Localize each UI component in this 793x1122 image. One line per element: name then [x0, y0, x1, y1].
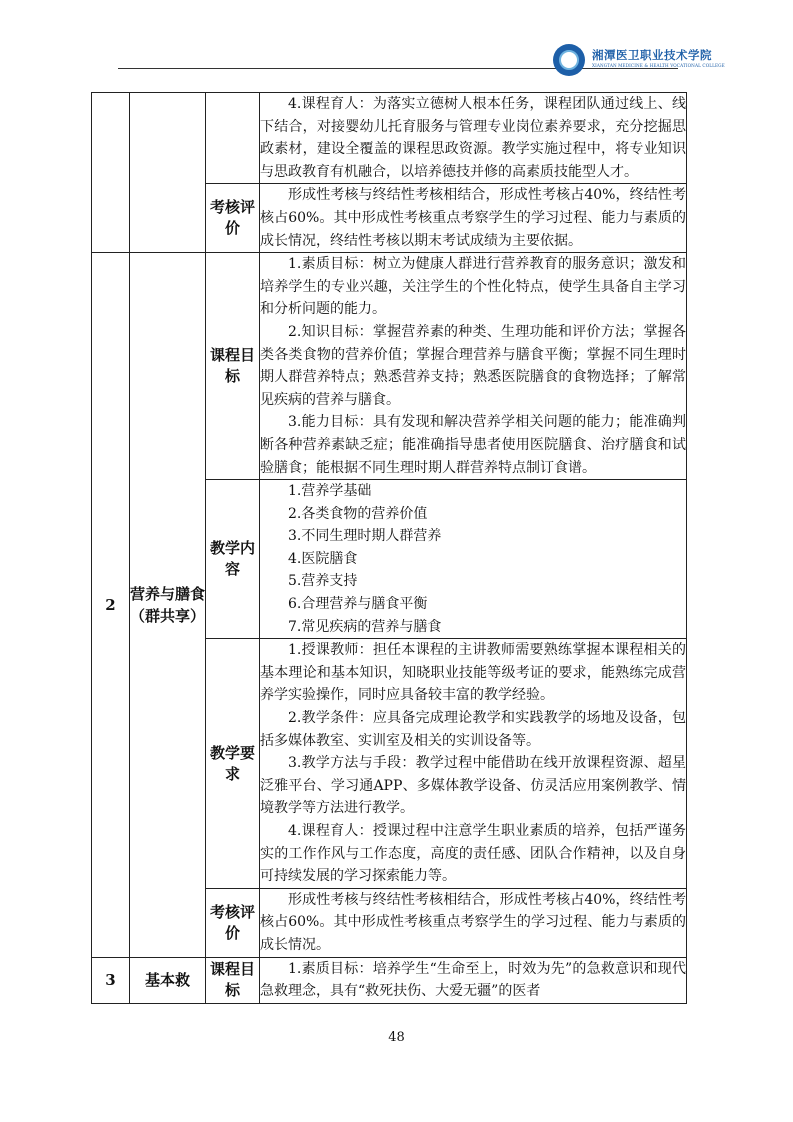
list-item: 7.常见疾病的营养与膳食: [288, 618, 442, 635]
goal-content: [260, 957, 687, 1003]
list-item: 6.合理营养与膳食平衡: [288, 596, 428, 613]
curriculum-table: [91, 92, 687, 1004]
list-item: 1.营养学基础: [288, 483, 372, 500]
paragraph: 1.素质目标：培养学生“生命至上，时效为先”的急救意识和现代急救理念，具有“救死扶伤、大爱无疆”的医者: [260, 960, 686, 1000]
requirement-content: [260, 639, 687, 889]
content-list: [260, 480, 687, 639]
paragraph: 形成性考核与终结性考核相结合，形成性考核占40%，终结性考核占60%。其中形成性考核重点考察学生的学习过程、能力与素质的成长情况。: [260, 891, 686, 953]
list-item: 4.医院膳食: [288, 550, 358, 567]
paragraph: 2.教学条件：应具备完成理论教学和实践教学的场地及设备，包括多媒体教室、实训室及相关的实训设备等。: [260, 710, 686, 749]
requirement-label: 教学要求: [206, 639, 260, 889]
row-number-cell: [92, 93, 130, 253]
page-number: 48: [388, 1030, 405, 1045]
assess-content: [260, 184, 687, 253]
list-item: 5.营养支持: [288, 573, 358, 590]
paragraph: 形成性考核与终结性考核相结合，形成性考核占40%，终结性考核占60%。其中形成性考核重点考察学生的学习过程、能力与素质的成长情况，终结性考核以期末考试成绩为主要依据。: [260, 187, 686, 249]
course-name: 基本救: [130, 957, 206, 1003]
goal-label: 课程目标: [206, 253, 260, 480]
assess-content: [260, 888, 687, 957]
header-rule: [118, 68, 678, 69]
paragraph: 4.课程育人：为落实立德树人根本任务，课程团队通过线上、线下结合，对接婴幼儿托育服务与管理专业岗位素养要求，充分挖掘思政素材，建设全覆盖的课程思政资源。教学实施过程中，将专业知识与思政教育有机融合，以培养德技并修的高素质技能型人才。: [260, 96, 686, 180]
course-name: 营养与膳食（群共享）: [130, 253, 206, 957]
course-name-cell: [130, 93, 206, 253]
table-row: [92, 93, 687, 184]
table-row: [92, 253, 687, 480]
assess-label: 考核评价: [206, 888, 260, 957]
goal-content: [260, 253, 687, 480]
row-number: 3: [92, 957, 130, 1003]
content-label: 教学内容: [206, 480, 260, 639]
paragraph: 1.素质目标：树立为健康人群进行营养教育的服务意识；激发和培养学生的专业兴趣，关注学生的个性化特点，使学生具备自主学习和分析问题的能力。: [260, 256, 686, 318]
paragraph: 2.知识目标：掌握营养素的种类、生理功能和评价方法；掌握各类各类食物的营养价值；掌握合理营养与膳食平衡；掌握不同生理时期人群营养特点；熟悉营养支持；熟悉医院膳食的食物选择；了解常见疾病的营养与膳食。: [260, 323, 686, 408]
list-item: 2.各类食物的营养价值: [288, 505, 428, 522]
list-item: 3.不同生理时期人群营养: [288, 528, 442, 545]
school-name-en: XIANGTAN MEDICINE & HEALTH VOCATIONAL COLLEGE: [592, 63, 725, 68]
school-name-cn: 湘潭医卫职业技术学院: [592, 48, 712, 62]
row-number: 2: [92, 253, 130, 957]
goal-label: 课程目标: [206, 957, 260, 1003]
section-label-cell: [206, 93, 260, 184]
ideology-content: [260, 93, 687, 184]
paragraph: 3.教学方法与手段：教学过程中能借助在线开放课程资源、超星泛雅平台、学习通APP、多媒体教学设备、仿灵活应用案例教学、情境教学等方法进行教学。: [260, 755, 686, 817]
paragraph: 3.能力目标：具有发现和解决营养学相关问题的能力；能准确判断各种营养素缺乏症；能准确指导患者使用医院膳食、治疗膳食和试验膳食；能根据不同生理时期人群营养特点制订食谱。: [260, 414, 686, 476]
school-logo-icon: [553, 44, 585, 76]
paragraph: 4.课程育人：授课过程中注意学生职业素质的培养，包括严谨务实的工作作风与工作态度，高度的责任感、团队合作精神，以及自身可持续发展的学习探索能力等。: [260, 823, 686, 885]
assess-label: 考核评价: [206, 184, 260, 253]
table-row: [92, 957, 687, 1003]
paragraph: 1.授课教师：担任本课程的主讲教师需要熟练掌握本课程相关的基本理论和基本知识，知晓职业技能等级考证的要求，能熟练完成营养学实验操作，同时应具备较丰富的教学经验。: [260, 642, 686, 704]
